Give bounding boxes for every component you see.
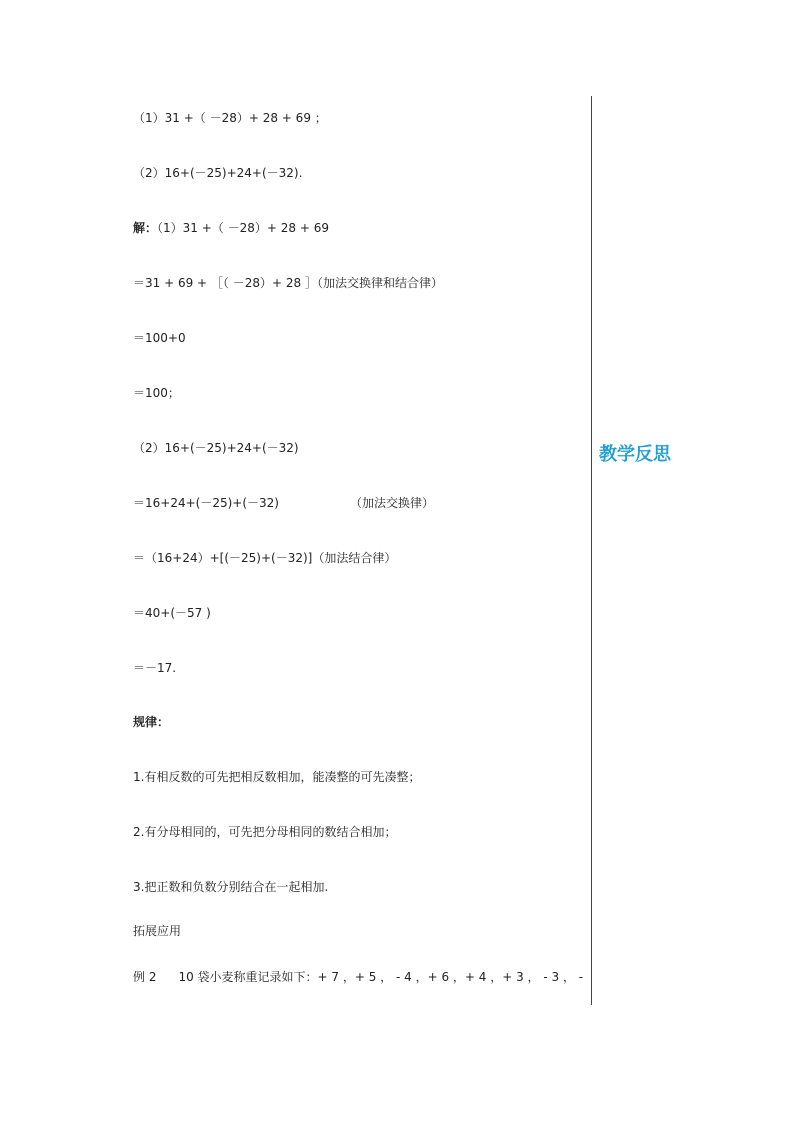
solution-2-start: （2）16+(－25)+24+(－32) [133,441,299,455]
solution-1-result: ＝100； [133,386,180,400]
solution-label: 解： [133,221,158,235]
rule-3: 3.把正数和负数分别结合在一起相加. [133,880,329,894]
example-2-line [133,969,583,985]
solution-1-step-2: ＝100+0 [133,331,186,345]
rule-2: 2.有分母相同的，可先把分母相同的数结合相加； [133,825,397,839]
solution-1-step-1: ＝31 + 69 + ［（ －28）+ 28 ］（加法交换律和结合律） [133,276,443,290]
solution-2-step-3: ＝40+(－57 ) [133,606,211,620]
solution-2-result: ＝－17. [133,661,177,675]
rule-heading: 规律： [133,715,170,729]
exercise-2: （2）16+(－25)+24+(－32). [133,166,303,180]
solution-2-step-1: ＝16+24+(－25)+(－32) [133,496,279,510]
column-divider [591,96,592,1005]
solution-heading-line [133,220,329,236]
teaching-reflection-title: 教学反思 [599,444,671,465]
example-label: 例 2 [133,970,157,984]
example-2-text: 10 袋小麦称重记录如下：+ 7 ，+ 5 ， - 4 ，+ 6 ，+ 4 ，+ 3 ， - 3 ， - [178,970,584,984]
exercise-1: （1）31 +（ －28）+ 28 + 69 ； [133,111,327,125]
solution-2-step-2: ＝（16+24）+[(－25)+(－32)]（加法结合律） [133,551,397,565]
rule-1: 1.有相反数的可先把相反数相加，能凑整的可先凑整； [133,770,421,784]
extension-heading: 拓展应用 [133,924,182,938]
solution-1-start: （1）31 +（ －28）+ 28 + 69 [157,221,329,235]
solution-2-step-1-note: （加法交换律） [350,496,435,510]
